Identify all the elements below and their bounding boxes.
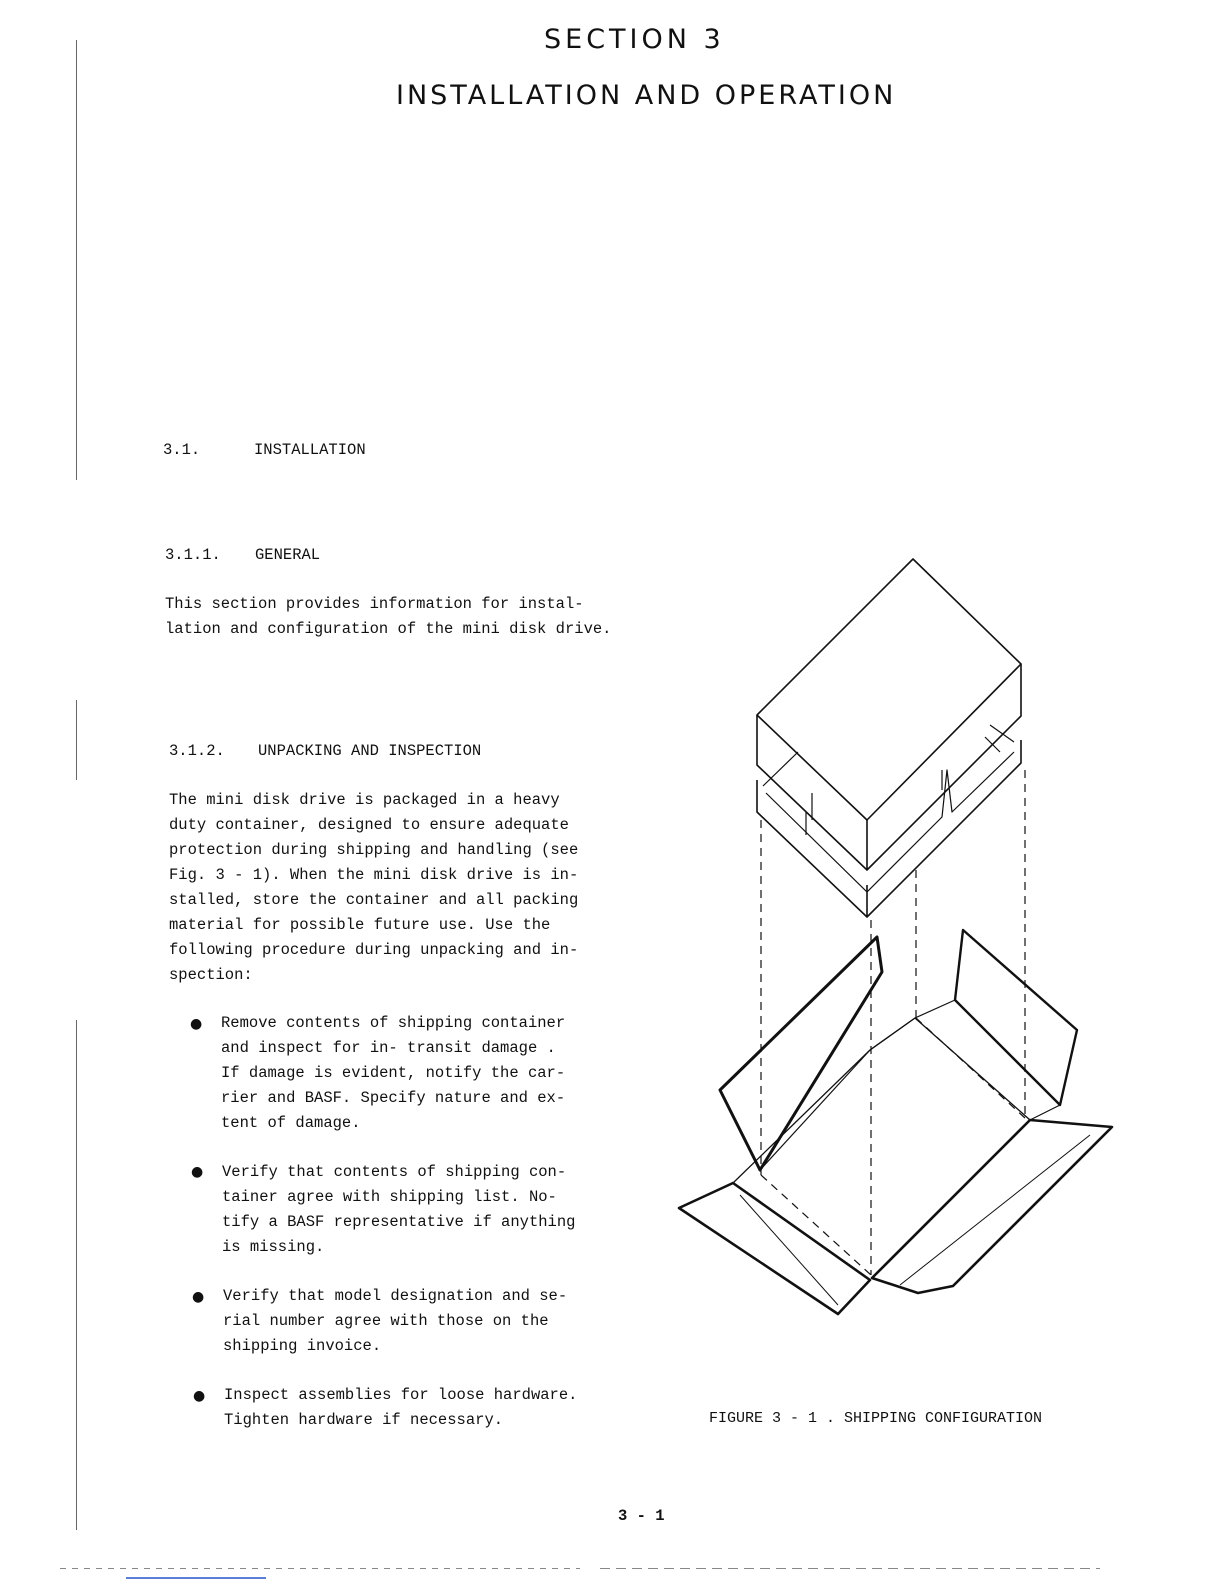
bullet-marker: ● xyxy=(192,1289,205,1305)
bullet-line: Remove contents of shipping container xyxy=(221,1014,566,1032)
unpacking-line: duty container, designed to ensure adequate xyxy=(169,816,569,834)
bullet-item xyxy=(222,1160,575,1260)
bullet-line: tainer agree with shipping list. No- xyxy=(222,1188,557,1206)
general-line: lation and configuration of the mini disk drive. xyxy=(165,620,612,638)
bullet-line: rier and BASF. Specify nature and ex- xyxy=(221,1089,566,1107)
bullet-line: is missing. xyxy=(222,1238,325,1256)
tray-front-flap-left xyxy=(679,1183,870,1314)
unpacking-line: The mini disk drive is packaged in a heavy xyxy=(169,791,560,809)
bullet-item xyxy=(224,1383,577,1433)
unpacking-paragraph xyxy=(169,788,578,988)
bullet-marker: ● xyxy=(191,1164,204,1180)
drive-unit-right xyxy=(867,740,1021,917)
drive-unit-notch xyxy=(806,770,942,835)
bullet-line: tify a BASF representative if anything xyxy=(222,1213,576,1231)
section-3-1-2-number: 3.1.2. xyxy=(169,742,225,760)
bullet-line: shipping invoice. xyxy=(223,1337,382,1355)
section-3-1-number: 3.1. xyxy=(163,441,201,459)
binding-edge-bottom xyxy=(76,1020,77,1530)
general-paragraph xyxy=(165,592,611,642)
scan-artifact-mark xyxy=(126,1577,266,1579)
section-3-1-title: INSTALLATION xyxy=(254,441,366,459)
page-title: INSTALLATION AND OPERATION xyxy=(396,80,897,111)
unpacking-line: spection: xyxy=(169,966,253,984)
lid-rim xyxy=(763,725,1014,786)
page-number: 3 - 1 xyxy=(618,1507,665,1525)
bullet-item xyxy=(221,1011,565,1136)
section-3-1-1-number: 3.1.1. xyxy=(165,546,221,564)
shipping-configuration-figure xyxy=(660,540,1130,1330)
figure-caption: FIGURE 3 - 1 . SHIPPING CONFIGURATION xyxy=(709,1410,1043,1427)
unpacking-line: protection during shipping and handling (see xyxy=(169,841,579,859)
tray-right-wall xyxy=(955,930,1077,1105)
tray-flap-crease xyxy=(740,1135,1090,1305)
bullet-marker: ● xyxy=(190,1016,203,1032)
unpacking-line: material for possible future use. Use the xyxy=(169,916,551,934)
tray-left-wall xyxy=(720,937,882,1170)
section-3-1-1-title: GENERAL xyxy=(255,546,321,564)
section-heading: SECTION 3 xyxy=(544,24,725,55)
general-line: This section provides information for instal- xyxy=(165,595,584,613)
tray-inner-fold xyxy=(760,1000,1060,1170)
tray-base xyxy=(733,1018,1030,1278)
binding-edge-top xyxy=(76,40,77,480)
bullet-marker: ● xyxy=(193,1388,206,1404)
unpacking-line: Fig. 3 - 1). When the mini disk drive is in- xyxy=(169,866,579,884)
bullet-line: rial number agree with those on the xyxy=(223,1312,549,1330)
unpacking-line: stalled, store the container and all packing xyxy=(169,891,579,909)
projection-line xyxy=(761,1175,871,1275)
bullet-line: Inspect assemblies for loose hardware. xyxy=(224,1386,578,1404)
bullet-line: Tighten hardware if necessary. xyxy=(224,1411,504,1429)
bullet-line: If damage is evident, notify the car- xyxy=(221,1064,566,1082)
lid-top-face xyxy=(757,559,1021,820)
binding-edge-middle xyxy=(76,700,77,780)
section-3-1-2-title: UNPACKING AND INSPECTION xyxy=(258,742,482,760)
bullet-line: tent of damage. xyxy=(221,1114,361,1132)
bullet-line: and inspect for in- transit damage . xyxy=(221,1039,556,1057)
scan-artifact-line xyxy=(600,1568,1100,1569)
drive-unit-inner xyxy=(766,752,1014,892)
bullet-line: Verify that contents of shipping con- xyxy=(222,1163,567,1181)
unpacking-line: following procedure during unpacking and in- xyxy=(169,941,579,959)
lid-left-face xyxy=(757,715,867,870)
scan-artifact-line xyxy=(60,1568,580,1569)
bullet-line: Verify that model designation and se- xyxy=(223,1287,568,1305)
bullet-item xyxy=(223,1284,567,1359)
